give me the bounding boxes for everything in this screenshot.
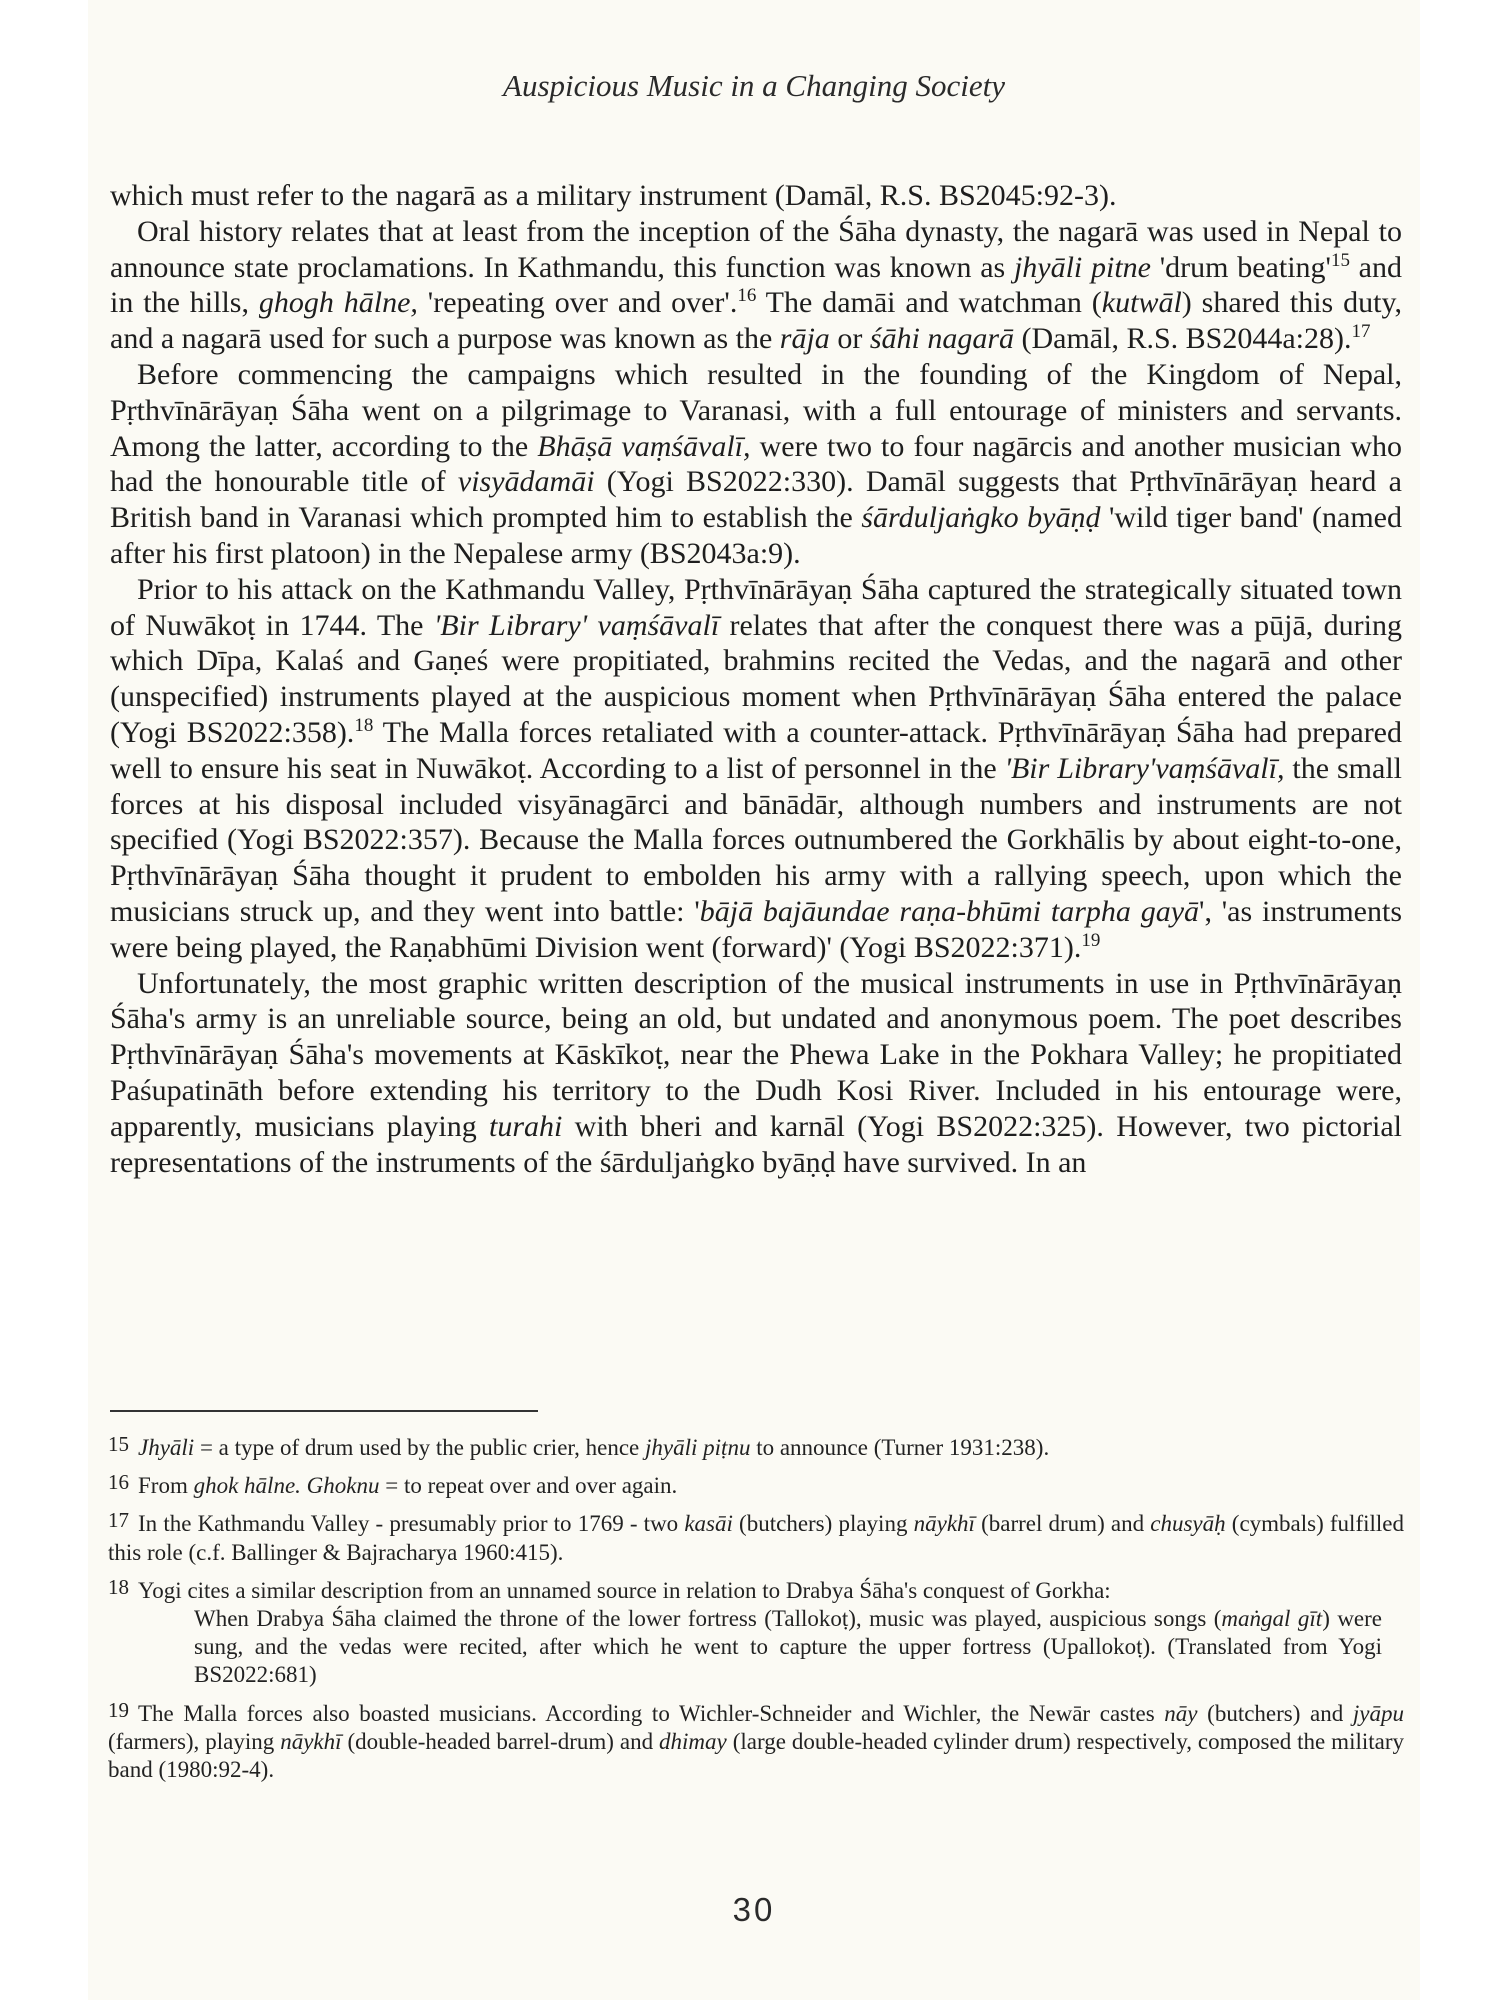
- text-run: and in the hills,: [110, 250, 1402, 320]
- footnote-ref-18[interactable]: 18: [354, 714, 374, 736]
- paragraph-3: [110, 357, 1402, 572]
- text-run: (farmers), playing: [108, 1728, 281, 1754]
- italic-term: turahi: [489, 1109, 563, 1143]
- paragraph-5: [110, 966, 1402, 1181]
- text-run: with bheri and karnāl (Yogi BS2022:325). However, two pictorial representations of the instruments of the śārduljaṅgko byāṇḍ have survived. In an: [110, 1109, 1402, 1179]
- italic-term: 'Bir Library' vaṃśāvalī: [433, 608, 720, 642]
- text-run: 'wild tiger band' (named after his first platoon) in the Nepalese army (BS2043a:9).: [110, 501, 1402, 570]
- text-run: relates that after the conquest there was a pūjā, during which Dīpa, Kalaś and Gaṇeś were propitiated, brahmins recited the Vedas, and the nagarā and other (unspecified) instruments played at the auspicious moment when Pṛthvīnārāyaṇ Śāha entered the palace (Yogi BS2022:358).: [110, 608, 1402, 749]
- text-run: (double-headed barrel-drum) and: [341, 1728, 660, 1754]
- body-text: [110, 178, 1402, 1180]
- footnote-16: [108, 1468, 1404, 1500]
- footnote-number: 19: [108, 1697, 129, 1722]
- footnote-divider: [110, 1410, 538, 1412]
- text-run: ', 'as instruments were being played, the Raṇabhūmi Division went (forward)' (Yogi BS2022:371).: [110, 894, 1402, 964]
- italic-term: śārduljaṅgko byāṇḍ: [861, 501, 1101, 535]
- footnote-number: 17: [108, 1508, 129, 1533]
- italic-term: Bhāṣā vaṃśāvalī,: [537, 429, 751, 463]
- italic-term: visyādamāi: [457, 465, 595, 499]
- footnote-18: [108, 1573, 1404, 1690]
- footnote-ref-15[interactable]: 15: [1330, 249, 1350, 271]
- text-run: From: [138, 1473, 194, 1499]
- footnote-number: 18: [108, 1574, 129, 1599]
- text-run: In the Kathmandu Valley - presumably prior to 1769 - two: [138, 1511, 685, 1537]
- italic-term: dhimay: [659, 1728, 727, 1754]
- text-run: to announce (Turner 1931:238).: [750, 1435, 1050, 1460]
- italic-term: 'Bir Library'vaṃśāvalī,: [1004, 751, 1285, 785]
- text-run: (Yogi BS2022:330). Damāl suggests that Pṛthvīnārāyaṇ heard a British band in Varanasi which prompted him to establish the: [110, 465, 1402, 535]
- paragraph-2: [110, 214, 1402, 357]
- footnote-19: [108, 1696, 1404, 1785]
- italic-term: kasāi: [684, 1511, 733, 1537]
- text-run: ) were sung, and the vedas were recited, after which he went to capture the upper fortress (Upallokoṭ). (Translated from Yogi BS2022:681): [194, 1606, 1383, 1688]
- text-run: Before commencing the campaigns which resulted in the founding of the Kingdom of Nepal, Pṛthvīnārāyaṇ Śāha went on a pilgrimage to Varanasi, with a full entourage of ministers and servants. Among the latter, according to the: [110, 357, 1402, 463]
- text-run: Unfortunately, the most graphic written description of the musical instruments in use in Pṛthvīnārāyaṇ Śāha's army is an unreliable source, being an old, but undated and anonymous poem. The poet describes Pṛthvīnārāyaṇ Śāha's movements at Kāskīkoṭ, near the Phewa Lake in the Pokhara Valley; he propitiated Paśupatināth before extending his territory to the Dudh Kosi River. Included in his entourage were, apparently, musicians playing: [110, 966, 1402, 1143]
- text-run: were two to four nagārcis and another musician who had the honourable title of: [110, 429, 1402, 499]
- italic-term: Ghoknu: [306, 1473, 380, 1499]
- footnote-number: 15: [108, 1432, 129, 1456]
- running-header: Auspicious Music in a Changing Society: [503, 68, 1005, 103]
- block-quote: [194, 1605, 1382, 1690]
- paragraph-1: [110, 178, 1402, 214]
- text-run: The Malla forces also boasted musicians. According to Wichler-Schneider and Wichler, the Newār castes: [138, 1700, 1165, 1726]
- text-run: = to repeat over and over again.: [379, 1473, 678, 1499]
- italic-term: ghogh hālne,: [258, 286, 418, 320]
- italic-term: chusyāḥ: [1150, 1511, 1226, 1537]
- text-run: (cymbals) fulfilled this role (c.f. Ballinger & Bajracharya 1960:415).: [108, 1511, 1404, 1565]
- italic-term: rāja: [779, 322, 830, 356]
- italic-term: jhyāli piṭnu: [645, 1435, 751, 1460]
- footnote-ref-17[interactable]: 17: [1351, 321, 1371, 343]
- footnote-15: [108, 1430, 1404, 1462]
- footnotes: [108, 1430, 1404, 1790]
- footnote-ref-16[interactable]: 16: [737, 285, 757, 307]
- text-run: (barrel drum) and: [974, 1511, 1151, 1537]
- text-run: The damāi and watchman (: [756, 286, 1102, 320]
- text-run: ) shared this duty, and a nagarā used for such a purpose was known as the: [110, 286, 1402, 356]
- text-run: Yogi cites a similar description from an unnamed source in relation to Drabya Śāha's conquest of Gorkha:: [138, 1577, 1111, 1603]
- italic-term: nāy: [1164, 1700, 1198, 1726]
- italic-term: Jhyāli: [138, 1435, 195, 1460]
- text-run: Oral history relates that at least from the inception of the Śāha dynasty, the nagarā was used in Nepal to announce state proclamations. In Kathmandu, this function was known as: [110, 214, 1402, 284]
- footnote-ref-19[interactable]: 19: [1081, 929, 1101, 951]
- footnote-17: [108, 1506, 1404, 1566]
- italic-term: nāykhī: [913, 1511, 975, 1537]
- text-run: (butchers) playing: [732, 1511, 914, 1537]
- footnote-number: 16: [108, 1470, 129, 1495]
- text-run: Prior to his attack on the Kathmandu Valley, Pṛthvīnārāyaṇ Śāha captured the strategically situated town of Nuwākoṭ in 1744. The: [110, 572, 1402, 642]
- italic-term: maṅgal gīt: [1221, 1606, 1323, 1632]
- page-number: 30: [732, 1891, 776, 1928]
- italic-term: bājā bajāundae raṇa-bhūmi tarpha gayā: [699, 894, 1200, 928]
- italic-term: kutwāl: [1101, 286, 1182, 320]
- italic-term: śāhi nagarā: [869, 322, 1014, 356]
- text-run: or: [829, 322, 870, 356]
- italic-term: ghok hālne.: [193, 1473, 301, 1499]
- text-run: The Malla forces retaliated with a counter-attack. Pṛthvīnārāyaṇ Śāha had prepared well to ensure his seat in Nuwākoṭ. According to a list of personnel in the: [110, 715, 1402, 785]
- text-run: = a type of drum used by the public crier, hence: [194, 1435, 646, 1460]
- document-page: [88, 0, 1420, 2000]
- text-run: (Damāl, R.S. BS2044a:28).: [1014, 322, 1352, 356]
- italic-term: nāykhī: [280, 1728, 342, 1754]
- text-run: the small forces at his disposal included visyānagārci and bānādār, although numbers and instruments are not specified (Yogi BS2022:357). Because the Malla forces outnumbered the Gorkhālis by about eight-to-one, Pṛthvīnārāyaṇ Śāha thought it prudent to embolden his army with a rallying speech, upon which the musicians struck up, and they went into battle: ': [110, 751, 1402, 928]
- text-run: which must refer to the nagarā as a military instrument (Damāl, R.S. BS2045:92-3).: [110, 179, 1117, 212]
- text-run: When Drabya Śāha claimed the throne of the lower fortress (Tallokoṭ), music was played, auspicious songs (: [194, 1606, 1222, 1632]
- text-run: 'repeating over and over'.: [417, 286, 738, 320]
- text-run: (large double-headed cylinder drum) respectively, composed the military band (1980:92-4).: [108, 1728, 1404, 1783]
- paragraph-4: [110, 572, 1402, 966]
- text-run: (butchers) and: [1197, 1700, 1353, 1726]
- text-run: 'drum beating': [1151, 250, 1331, 284]
- italic-term: jhyāli pitne: [1013, 250, 1151, 284]
- italic-term: jyāpu: [1352, 1700, 1404, 1726]
